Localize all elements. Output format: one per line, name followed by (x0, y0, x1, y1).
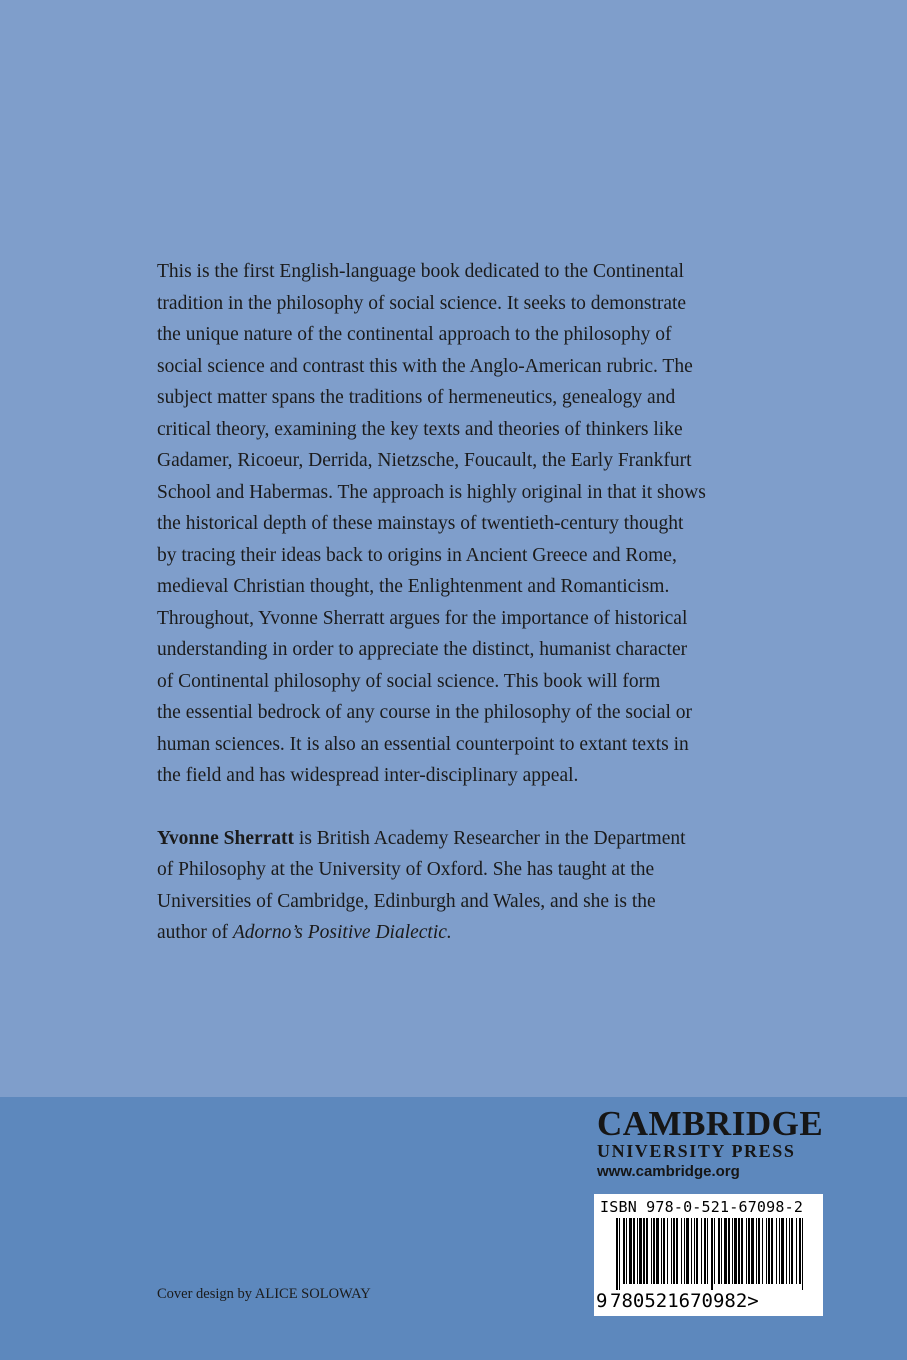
barcode-stripe (707, 1218, 708, 1284)
description-line: School and Habermas. The approach is highly original in that it shows (157, 481, 706, 503)
barcode-stripe (661, 1218, 662, 1284)
barcode-stripe (676, 1218, 678, 1284)
barcode-stripe (623, 1218, 625, 1284)
barcode-stripe (626, 1218, 627, 1284)
barcode-stripe (802, 1218, 803, 1290)
barcode-stripe (796, 1218, 797, 1284)
barcode-stripe (633, 1218, 635, 1284)
barcode-stripe (771, 1218, 773, 1284)
barcode-stripe (799, 1218, 801, 1284)
description-line: social science and contrast this with the Anglo-American rubric. The (157, 355, 693, 377)
barcode-stripe (779, 1218, 780, 1284)
barcode-stripe (791, 1218, 793, 1284)
barcode-stripe (639, 1218, 642, 1284)
bio-text: of Philosophy at the University of Oxford. She has taught at the (157, 859, 655, 880)
description-line: human sciences. It is also an essential counterpoint to extant texts in (157, 733, 689, 755)
book-title: Adorno’s Positive Dialectic. (232, 922, 452, 943)
description-line: the unique nature of the continental approach to the philosophy of (157, 324, 672, 345)
publisher-name: CAMBRIDGE (597, 1104, 824, 1143)
barcode-bars (616, 1218, 806, 1290)
description-line: understanding in order to appreciate the distinct, humanist character (157, 639, 688, 660)
barcode-stripe (673, 1218, 675, 1284)
barcode-digits (596, 1290, 759, 1312)
barcode-stripe (686, 1218, 689, 1284)
barcode-stripe (701, 1218, 702, 1284)
author-bio (157, 823, 757, 949)
barcode-stripe (738, 1218, 740, 1284)
barcode-stripe (691, 1218, 692, 1284)
barcode-stripe (694, 1218, 695, 1284)
barcode-stripe (629, 1218, 632, 1284)
author-name: Yvonne Sherratt (157, 827, 295, 849)
description-line: of Continental philosophy of social science. This book will form (157, 670, 661, 692)
barcode-stripe (651, 1218, 652, 1284)
barcode-stripe (711, 1218, 713, 1290)
barcode-stripe (724, 1218, 727, 1284)
barcode-number: 780521670982 (610, 1290, 748, 1312)
barcode-stripe (704, 1218, 706, 1284)
barcode-stripe (751, 1218, 754, 1284)
barcode-stripe (786, 1218, 787, 1284)
barcode-stripe (789, 1218, 790, 1284)
barcode-stripe (619, 1218, 620, 1290)
barcode-stripe (762, 1218, 763, 1284)
description-line: This is the first English-language book dedicated to the Continental (157, 261, 684, 282)
barcode-stripe (756, 1218, 757, 1284)
barcode-stripe (684, 1218, 685, 1284)
barcode-stripe (653, 1218, 655, 1284)
description-line: by tracing their ideas back to origins in Ancient Greece and Rome, (157, 544, 677, 566)
barcode-stripe (781, 1218, 784, 1284)
barcode-stripe (768, 1218, 770, 1284)
barcode-stripe (646, 1218, 648, 1284)
description-line: subject matter spans the traditions of hermeneutics, genealogy and (157, 387, 676, 408)
cover-design-credit: Cover design by ALICE SOLOWAY (157, 1286, 371, 1302)
barcode-stripe (766, 1218, 767, 1284)
barcode-stripe (732, 1218, 733, 1284)
description-paragraph (157, 256, 757, 792)
barcode (594, 1194, 823, 1316)
barcode-stripe (616, 1218, 618, 1290)
description-line: tradition in the philosophy of social science. It seeks to demonstrate (157, 292, 687, 314)
barcode-stripe (718, 1218, 720, 1284)
barcode-stripe (681, 1218, 682, 1284)
description-line: Gadamer, Ricoeur, Derrida, Nietzsche, Foucault, the Early Frankfurt (157, 450, 692, 471)
barcode-lead-digit: 9 (596, 1290, 608, 1312)
bio-text: is British Academy Researcher in the Department (294, 827, 686, 849)
barcode-stripe (748, 1218, 750, 1284)
barcode-stripe (671, 1218, 672, 1284)
barcode-stripe (696, 1218, 698, 1284)
barcode-stripe (714, 1218, 715, 1284)
barcode-stripe (741, 1218, 743, 1284)
description-line: medieval Christian thought, the Enlightenment and Romanticism. (157, 576, 670, 597)
back-cover-blurb (157, 256, 757, 949)
bio-text: author of (157, 922, 233, 943)
barcode-stripe (656, 1218, 659, 1284)
description-line: the essential bedrock of any course in the philosophy of the social or (157, 702, 693, 723)
description-line: the field and has widespread inter-disciplinary appeal. (157, 765, 579, 786)
isbn-label: ISBN 978-0-521-67098-2 (600, 1198, 804, 1216)
barcode-stripe (758, 1218, 760, 1284)
barcode-stripe (643, 1218, 645, 1284)
publisher-logo (597, 1105, 827, 1183)
publisher-url: www.cambridge.org (597, 1163, 740, 1180)
barcode-stripe (734, 1218, 737, 1284)
barcode-stripe (667, 1218, 668, 1284)
description-line: Throughout, Yvonne Sherratt argues for the importance of historical (157, 607, 688, 629)
barcode-stripe (776, 1218, 777, 1284)
barcode-stripe (746, 1218, 747, 1284)
description-line: the historical depth of these mainstays of twentieth-century thought (157, 513, 684, 534)
description-line: critical theory, examining the key texts and theories of thinkers like (157, 418, 683, 440)
barcode-stripe (721, 1218, 722, 1284)
bio-text: Universities of Cambridge, Edinburgh and Wales, and she is the (157, 890, 656, 912)
barcode-arrow: > (747, 1290, 759, 1312)
barcode-stripe (637, 1218, 638, 1284)
publisher-press: UNIVERSITY PRESS (597, 1141, 796, 1161)
barcode-stripe (728, 1218, 730, 1284)
barcode-stripe (663, 1218, 665, 1284)
